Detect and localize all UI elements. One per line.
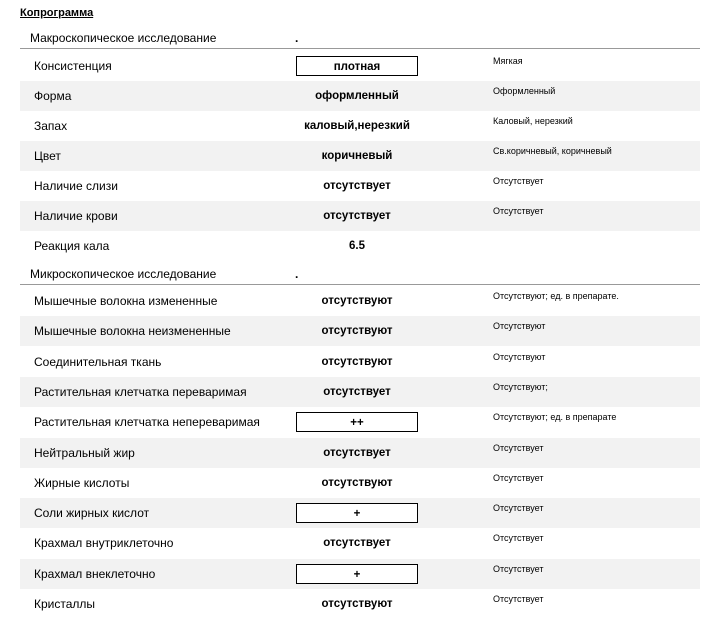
test-name: Растительная клетчатка переваримая — [34, 384, 247, 399]
macro-section-label: Макроскопическое исследование — [30, 31, 217, 45]
test-name: Наличие слизи — [34, 179, 118, 193]
reference-value: Отсутствует — [493, 563, 544, 574]
result-value: отсутствуют — [321, 476, 393, 489]
result-value: ++ — [296, 412, 418, 432]
result-value: отсутствует — [323, 446, 391, 459]
reference-value: Отсутствует — [493, 176, 544, 186]
result-value: + — [296, 503, 418, 523]
reference-value: Отсутствует — [493, 503, 544, 514]
reference-value: Отсутствует — [493, 594, 544, 604]
test-name: Соединительная ткань — [34, 354, 162, 369]
micro-section-label: Микроскопическое исследование — [30, 267, 217, 281]
micro-row — [20, 468, 700, 498]
result-value: отсутствуют — [321, 295, 393, 307]
reference-value: Отсутствует — [493, 533, 544, 544]
micro-section-header — [30, 267, 299, 281]
micro-row — [20, 316, 700, 346]
macro-row — [20, 231, 700, 261]
micro-row — [20, 347, 700, 377]
reference-value: Отсутствуют; ед. в препарате — [493, 412, 617, 423]
result-value: отсутствует — [323, 537, 391, 550]
result-value: каловый,нерезкий — [304, 120, 410, 132]
test-name: Мышечные волокна измененные — [34, 294, 218, 308]
micro-section-mark: . — [295, 267, 299, 281]
macro-section-header — [30, 31, 299, 45]
reference-value: Отсутствует — [493, 442, 544, 453]
reference-value: Каловый, нерезкий — [493, 116, 573, 126]
reference-value: Отсутствуют — [493, 351, 546, 362]
micro-row — [20, 498, 700, 528]
macro-row — [20, 171, 700, 201]
result-value: отсутствует — [323, 385, 391, 398]
micro-row — [20, 589, 700, 619]
test-name: Мышечные волокна неизмененные — [34, 324, 231, 339]
result-value: отсутствует — [323, 180, 391, 192]
micro-row — [20, 286, 700, 316]
reference-value: Мягкая — [493, 56, 523, 66]
reference-value: Оформленный — [493, 86, 556, 96]
result-value: отсутствуют — [321, 598, 393, 610]
macro-row — [20, 81, 700, 111]
result-value: отсутствуют — [321, 325, 393, 338]
micro-row — [20, 407, 700, 437]
result-value: 6.5 — [349, 240, 365, 252]
micro-row — [20, 559, 700, 589]
result-value: + — [296, 564, 418, 584]
macro-section-mark: . — [295, 31, 299, 45]
reference-value: Отсутствуют — [493, 321, 546, 332]
reference-value: Св.коричневый, коричневый — [493, 146, 612, 156]
macro-divider — [20, 48, 700, 49]
test-name: Растительная клетчатка непереваримая — [34, 415, 260, 430]
micro-row — [20, 528, 700, 558]
reference-value: Отсутствует — [493, 206, 544, 216]
test-name: Соли жирных кислот — [34, 506, 150, 521]
macro-row — [20, 51, 700, 81]
test-name: Наличие крови — [34, 209, 118, 223]
result-value: отсутствует — [323, 210, 391, 222]
test-name: Реакция кала — [34, 239, 110, 253]
test-name: Крахмал внеклеточно — [34, 566, 156, 581]
result-value: коричневый — [321, 150, 393, 162]
test-name: Запах — [34, 119, 68, 133]
test-name: Форма — [34, 89, 72, 103]
macro-row — [20, 201, 700, 231]
micro-row — [20, 438, 700, 468]
result-value: отсутствуют — [321, 355, 393, 368]
page-title: Копрограмма — [20, 7, 94, 19]
test-name: Цвет — [34, 149, 61, 163]
test-name: Кристаллы — [34, 597, 96, 611]
result-value: плотная — [296, 56, 418, 76]
result-value: оформленный — [315, 90, 399, 102]
test-name: Консистенция — [34, 59, 112, 73]
test-name: Жирные кислоты — [34, 475, 130, 490]
reference-value: Отсутствуют; ед. в препарате. — [493, 291, 619, 301]
micro-divider — [20, 284, 700, 285]
micro-row — [20, 377, 700, 407]
reference-value: Отсутствует — [493, 472, 544, 483]
reference-value: Отсутствуют; — [493, 381, 548, 392]
macro-row — [20, 141, 700, 171]
test-name: Нейтральный жир — [34, 445, 135, 460]
macro-row — [20, 111, 700, 141]
test-name: Крахмал внутриклеточно — [34, 536, 174, 551]
